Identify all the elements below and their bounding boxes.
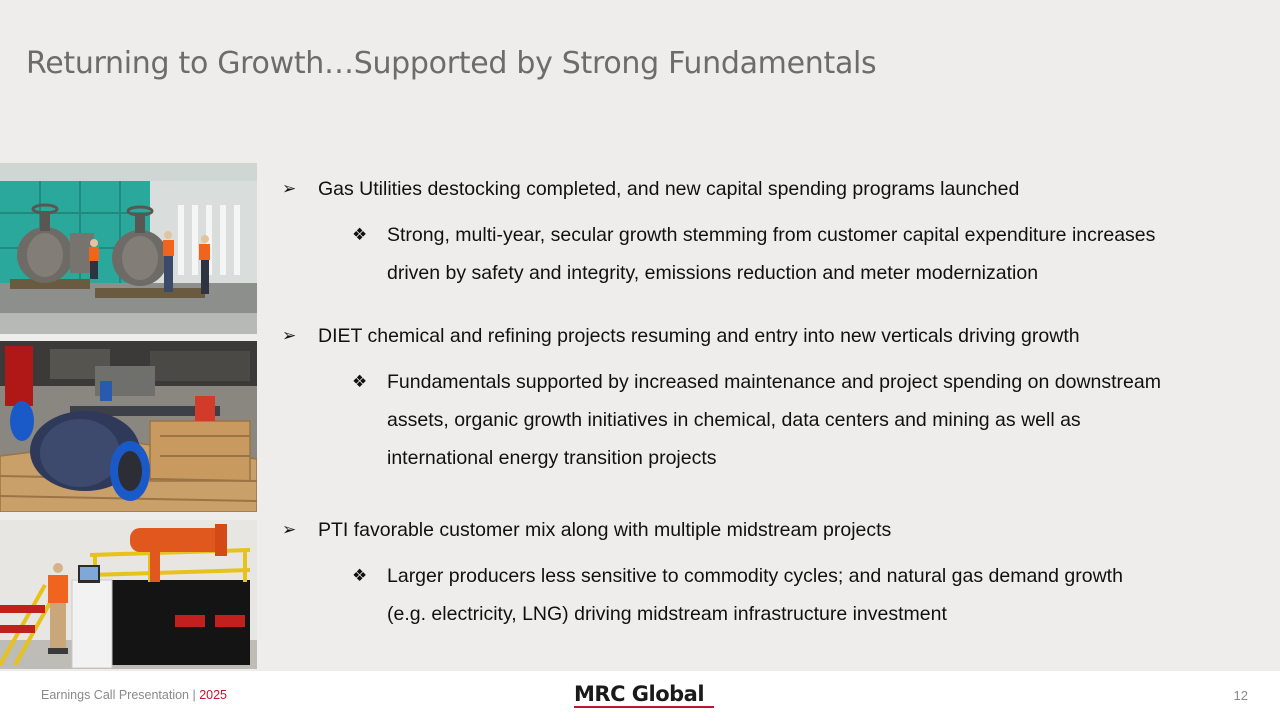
bullet-text: DIET chemical and refining projects resuming and entry into new verticals driving growth <box>318 325 1080 347</box>
arrow-bullet-icon: ➢ <box>282 326 297 345</box>
diamond-bullet-icon: ❖ <box>352 372 368 391</box>
mrc-global-logo <box>574 683 714 709</box>
photo-midstream-skid <box>0 520 257 669</box>
page-number: 12 <box>1233 688 1248 703</box>
arrow-bullet-icon: ➢ <box>282 179 297 198</box>
logo-text: MRC Global <box>574 682 705 706</box>
sub-bullet-line: international energy transition projects <box>387 447 717 469</box>
footer-label-text: Earnings Call Presentation | <box>41 688 200 702</box>
photo-gas-utility-valves <box>0 163 257 334</box>
sub-bullet-line: Larger producers less sensitive to commodity cycles; and natural gas demand growth <box>387 565 1123 587</box>
slide-footer <box>0 671 1280 720</box>
footer-year: 2025 <box>199 688 228 702</box>
sub-bullet-line: Fundamentals supported by increased maintenance and project spending on downstream <box>387 371 1161 393</box>
photo-valve-on-pallets <box>0 341 257 512</box>
sub-bullet-line: assets, organic growth initiatives in chemical, data centers and mining as well as <box>387 409 1081 431</box>
diamond-bullet-icon: ❖ <box>352 566 368 585</box>
sub-bullet-line: driven by safety and integrity, emissions reduction and meter modernization <box>387 262 1039 284</box>
slide-title: Returning to Growth…Supported by Strong Fundamentals <box>26 46 877 81</box>
diamond-bullet-icon: ❖ <box>352 225 368 244</box>
bullet-text: PTI favorable customer mix along with multiple midstream projects <box>318 519 892 541</box>
sub-bullet-line: (e.g. electricity, LNG) driving midstream infrastructure investment <box>387 603 947 625</box>
sub-bullet-line: Strong, multi-year, secular growth stemming from customer capital expenditure increases <box>387 224 1156 246</box>
footer-presentation-label <box>41 688 227 702</box>
logo-underline <box>574 706 714 708</box>
arrow-bullet-icon: ➢ <box>282 520 297 539</box>
bullet-text: Gas Utilities destocking completed, and new capital spending programs launched <box>318 178 1020 200</box>
